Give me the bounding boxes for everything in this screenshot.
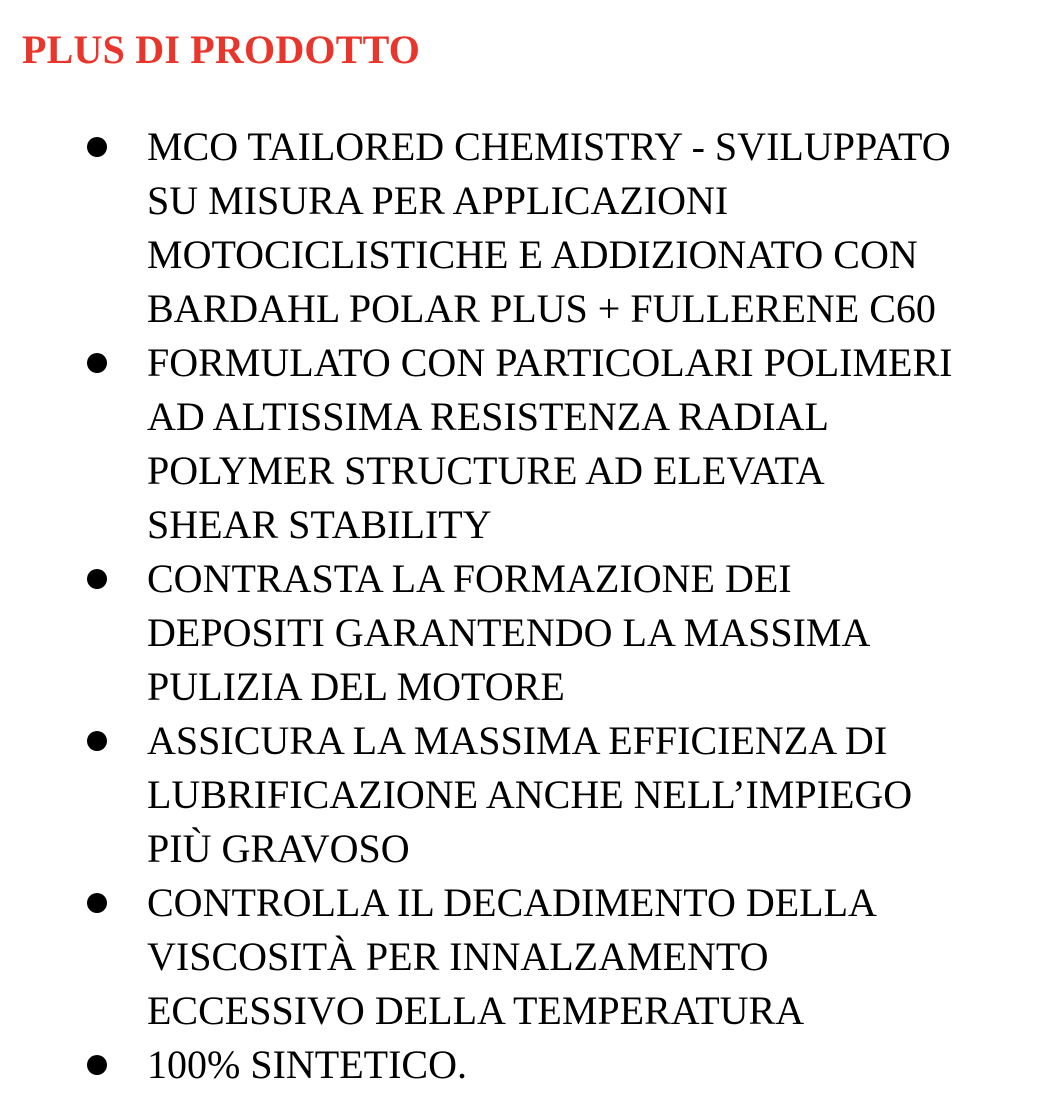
feature-text-line: ECCESSIVO DELLA TEMPERATURA	[147, 988, 805, 1033]
list-item	[0, 1038, 1042, 1092]
feature-text-line: POLYMER STRUCTURE AD ELEVATA	[147, 448, 825, 493]
feature-text-line: LUBRIFICAZIONE ANCHE NELL’IMPIEGO	[147, 772, 913, 817]
feature-list	[0, 120, 1042, 1092]
feature-text-line: FORMULATO CON PARTICOLARI POLIMERI	[147, 340, 953, 385]
feature-text-line: PIÙ GRAVOSO	[147, 826, 410, 871]
feature-text-line: MOTOCICLISTICHE E ADDIZIONATO CON	[147, 232, 918, 277]
feature-text-line: DEPOSITI GARANTENDO LA MASSIMA	[147, 610, 871, 655]
feature-text-line: BARDAHL POLAR PLUS + FULLERENE C60	[147, 286, 936, 331]
page-title: PLUS DI PRODOTTO	[22, 27, 421, 72]
feature-text-line: SU MISURA PER APPLICAZIONI	[147, 178, 729, 223]
feature-text-line: CONTRASTA LA FORMAZIONE DEI	[147, 556, 792, 601]
list-item	[0, 876, 1042, 1038]
bullet-icon	[87, 731, 107, 751]
feature-text-line: MCO TAILORED CHEMISTRY - SVILUPPATO	[147, 124, 951, 169]
feature-text-line: SHEAR STABILITY	[147, 502, 492, 547]
bullet-icon	[87, 137, 107, 157]
feature-text-line: VISCOSITÀ PER INNALZAMENTO	[147, 934, 769, 979]
feature-text-line: AD ALTISSIMA RESISTENZA RADIAL	[147, 394, 829, 439]
feature-text-line: PULIZIA DEL MOTORE	[147, 664, 565, 709]
bullet-icon	[87, 893, 107, 913]
list-item	[0, 120, 1042, 336]
feature-text-line: 100% SINTETICO.	[147, 1042, 467, 1087]
feature-text-line: CONTROLLA IL DECADIMENTO DELLA	[147, 880, 877, 925]
list-item	[0, 336, 1042, 552]
bullet-icon	[87, 353, 107, 373]
feature-text-line: ASSICURA LA MASSIMA EFFICIENZA DI	[147, 718, 888, 763]
bullet-icon	[87, 1055, 107, 1075]
list-item	[0, 552, 1042, 714]
list-item	[0, 714, 1042, 876]
bullet-icon	[87, 569, 107, 589]
